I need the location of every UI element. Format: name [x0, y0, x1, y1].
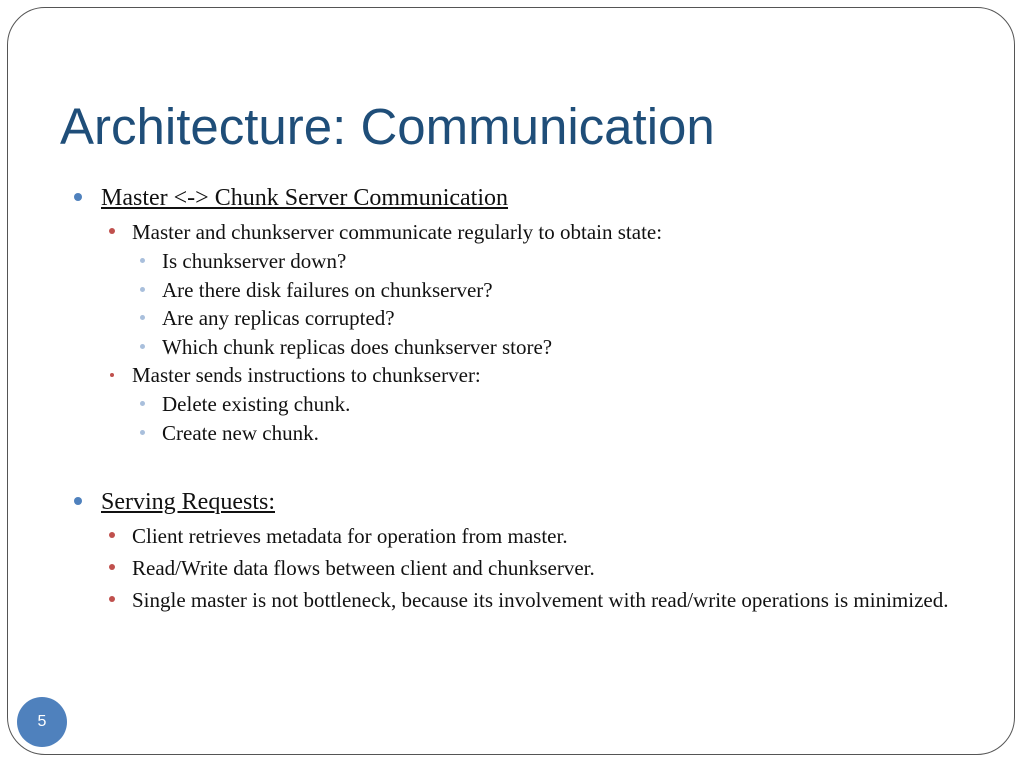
page-number-badge: 5	[17, 697, 67, 747]
list-item-text: Read/Write data flows between client and chunkserver.	[132, 556, 595, 580]
bullet-dot-icon	[74, 193, 82, 201]
bullet-dot-icon	[140, 430, 145, 435]
list-item	[162, 248, 346, 274]
list-item	[162, 277, 493, 303]
bullet-dot-icon	[140, 287, 145, 292]
list-item	[162, 334, 552, 360]
list-item-text: Which chunk replicas does chunkserver store?	[162, 335, 553, 359]
bullet-dot-icon	[140, 401, 145, 406]
list-item	[132, 587, 962, 613]
list-item	[132, 219, 662, 245]
section-heading-master-chunkserver	[101, 184, 508, 212]
list-item-text: Master and chunkserver communicate regularly to obtain state:	[132, 220, 663, 244]
list-item-text: Is chunkserver down?	[162, 249, 347, 273]
bullet-dot-icon	[109, 532, 115, 538]
list-item-text: Master sends instructions to chunkserver:	[132, 363, 481, 387]
section-heading-text: Serving Requests:	[101, 489, 275, 515]
bullet-dot-icon	[140, 315, 145, 320]
bullet-dot-icon	[140, 258, 145, 263]
list-item-text: Are there disk failures on chunkserver?	[162, 278, 493, 302]
list-item	[162, 391, 350, 417]
list-item	[132, 555, 595, 581]
section-heading-text: Master <-> Chunk Server Communication	[101, 185, 509, 211]
list-item	[132, 523, 568, 549]
slide-title: Architecture: Communication	[60, 98, 715, 155]
bullet-dot-icon	[140, 344, 145, 349]
bullet-dot-icon	[109, 596, 115, 602]
list-item	[132, 362, 481, 388]
bullet-dot-icon	[110, 373, 114, 377]
list-item-text: Are any replicas corrupted?	[162, 306, 395, 330]
list-item-text: Single master is not bottleneck, because its involvement with read/write operations is minimized.	[132, 588, 949, 612]
list-item-text: Delete existing chunk.	[162, 392, 351, 416]
bullet-dot-icon	[74, 497, 82, 505]
list-item	[162, 420, 319, 446]
bullet-dot-icon	[109, 564, 115, 570]
section-heading-serving-requests	[101, 488, 275, 516]
bullet-dot-icon	[109, 228, 115, 234]
list-item	[162, 305, 395, 331]
list-item-text: Client retrieves metadata for operation from master.	[132, 524, 568, 548]
list-item-text: Create new chunk.	[162, 421, 319, 445]
